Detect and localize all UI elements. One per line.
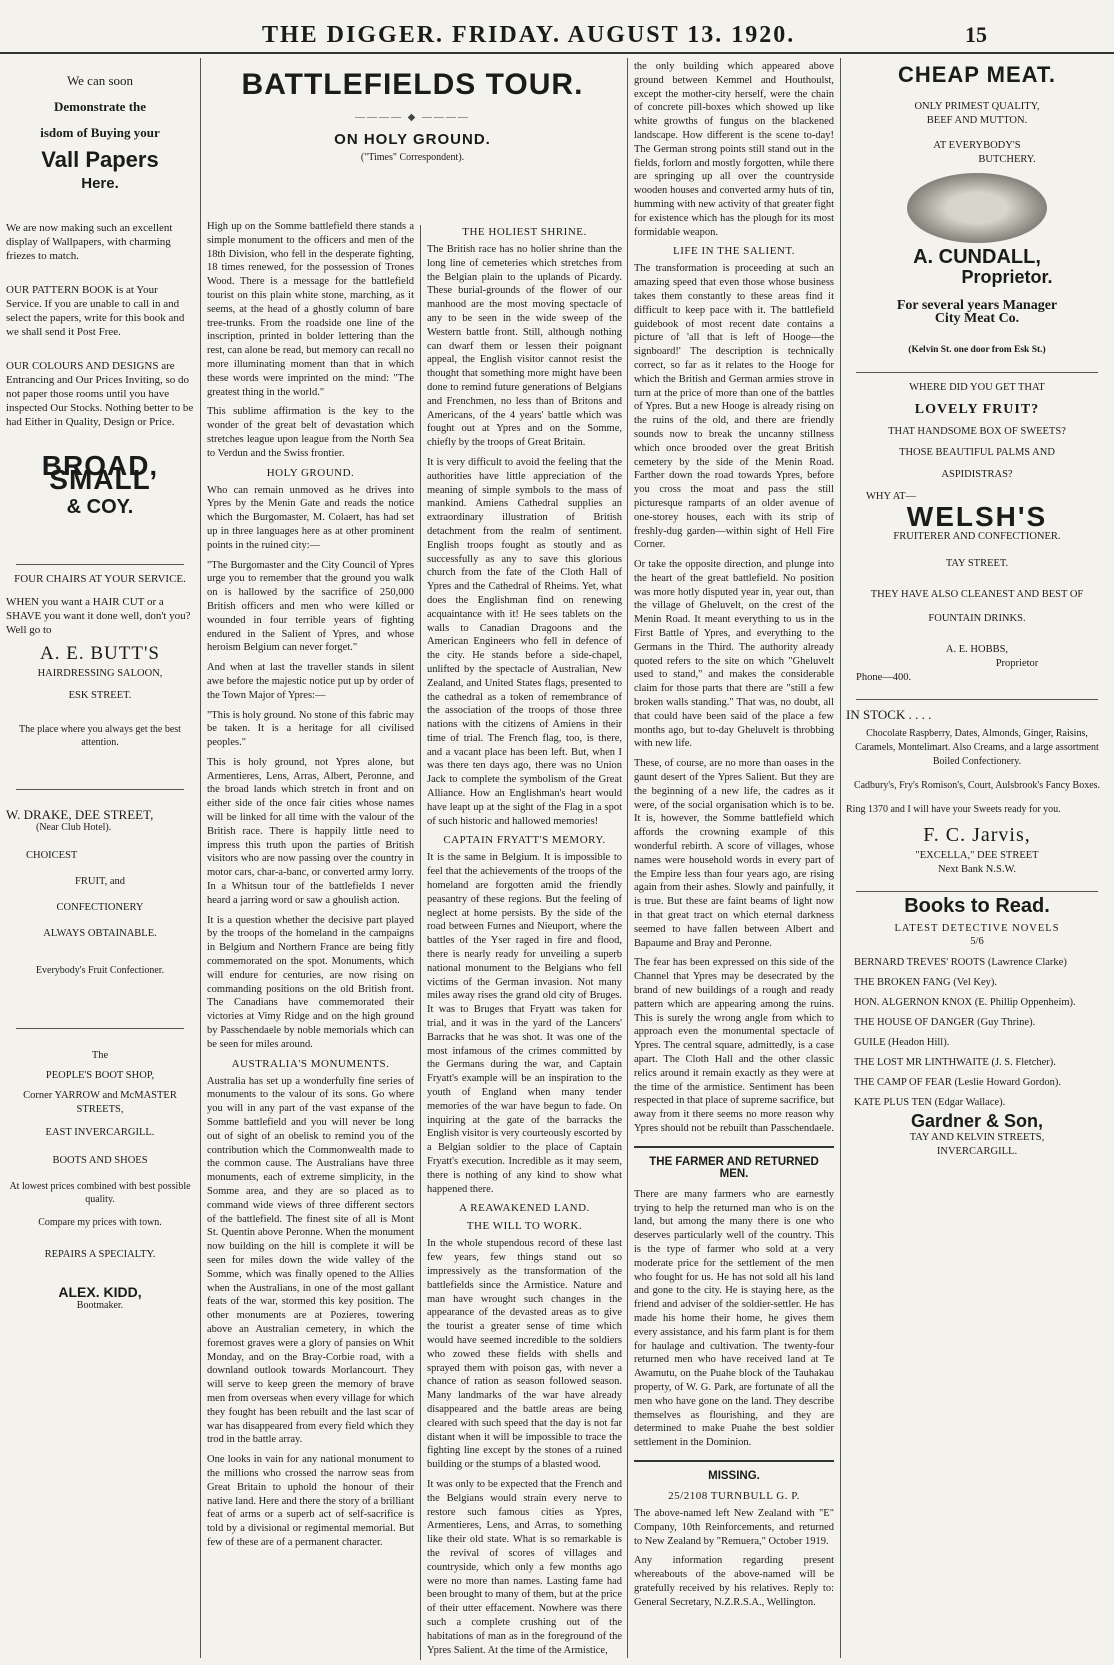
ad-line: Proprietor. xyxy=(961,266,1053,287)
ad-name: A. CUNDALL, xyxy=(913,245,1041,268)
ad-headline: Books to Read. xyxy=(904,894,1050,917)
ad-line: Compare my prices with town. xyxy=(38,1216,162,1228)
column-rule xyxy=(840,58,841,1658)
ad-divider xyxy=(16,789,184,790)
section-heading: THE WILL TO WORK. xyxy=(466,1220,583,1233)
column-rule xyxy=(420,225,421,1660)
article-header xyxy=(205,60,620,225)
ad-line: FRUIT, and xyxy=(75,875,125,887)
wallpaper-ad xyxy=(6,73,194,518)
ad-name: F. C. Jarvis, xyxy=(923,824,1031,847)
section-heading: THE HOLIEST SHRINE. xyxy=(462,226,587,238)
book-title: THE BROKEN FANG (Vel Key). xyxy=(854,977,997,989)
masthead-title: THE DIGGER. FRIDAY. AUGUST 13. 1920. xyxy=(262,22,796,48)
ad-paragraph: We are now making such an excellent display of Wallpapers, with charming friezes to match. xyxy=(6,221,173,262)
ad-divider xyxy=(856,699,1098,700)
missing-body: Any information regarding present whereabouts of the above-named will be gratefully received by his relatives. Reply to: General Secretary, N.Z.R.S.A., Wellington. xyxy=(634,1555,834,1608)
book-title: THE HOUSE OF DANGER (Guy Thrine). xyxy=(854,1017,1036,1029)
masthead-rule xyxy=(0,52,1114,54)
fruit-ad xyxy=(6,808,194,979)
book-title: THE CAMP OF FEAR (Leslie Howard Gordon). xyxy=(854,1077,1061,1089)
ad-line: We can soon xyxy=(66,73,134,88)
article-subhead: ON HOLY GROUND. xyxy=(334,131,491,148)
ad-divider xyxy=(16,564,184,565)
article-paragraph: And when at last the traveller stands in silent awe before the majestic notice put up by order of the Town Major of Ypres:— xyxy=(207,662,414,701)
ad-line: BEEF AND MUTTON. xyxy=(926,114,1028,126)
ad-tagline: The place where you always get the best attention. xyxy=(19,723,181,748)
ad-line: Vall Papers xyxy=(41,147,159,173)
ad-line: Proprietor xyxy=(995,657,1039,669)
ad-tagline: Everybody's Fruit Confectioner. xyxy=(35,965,165,977)
books-ad xyxy=(846,894,1108,1159)
article-paragraph: Or take the opposite direction, and plunge into the heart of the great battlefield. No position was more hotly disputed year in, year out, than the village of Gheluvelt, on the crest of the Menin Road. It meant everything to us in the First Battle of Ypres, and everything to the Germans in the Third. The authority already quoted refers to the site on which "Gheluvelt used to stand," and makes the considerable claim for those parts that there are "still a few broken walls standing." That was, no doubt, all that could have been said of the place a few months ago, but to-day Gheluvelt is throbbing with new life. xyxy=(634,559,834,750)
ad-divider xyxy=(16,1028,184,1029)
article-paragraph: The British race has no holier shrine than the long line of cemeteries which stretches from the Belgian plain to the uplands of Picardy. These burial-grounds of the flower of our manhood are the most moving spectacle of any to be seen in the wide sweep of the Western battle front. Still, although nothing can dwarf them or lessen their poignant appeal, the English visitor cannot resist the thought that something more might have been done to remind future generations of Belgians and Frenchmen, no less than of Britons and Americans, of the 4 years' battle which was fought out at Ypres and on the Somme, chiefly by the troops of Great Britain. xyxy=(427,244,622,449)
ad-line: BOOTS AND SHOES xyxy=(52,1155,148,1167)
ad-line: ESK STREET. xyxy=(68,689,132,701)
article-paragraph: These, of course, are no more than oases in the gaunt desert of the Ypres Salient. But they are the beginning of a new life, the cadres as it were, of the social organisation which is to be. It is, however, the Somme battlefield which affords the crowning example of this wonderful rebirth. A score of villages, whose names were household words in every part of the Empire less than four years ago, are rising again from their ashes. Slowly and painfully, it is true. But these are faint beams of light now in that great tract on which eternal darkness seemed to have fallen between Albert and Bapaume and Bray and Peronne. xyxy=(634,758,834,949)
farmer-body: There are many farmers who are earnestly trying to help the returned man who is on the land, but among the many there is one who deserves particularly well of the country. This is the type of farmer who sold at a very moderate price for the settlement of the men who fought for us. He has not sold all his land and gone to the city. He is staying here, as the friend and adviser of the soldier-settler. He has made his home their home, he gives them every assistance, and his farm plant is for them for haulage and cultivation. The twenty-four returned men who have received land at Te Awamutu, on the Puahe block of the Tauhakau property, of W. G. Park, are fortunate of all the men who have gone on the land. They describe themselves as flourishing, and they are determined to make Puahe the best soldier settlement in the Dominion. xyxy=(634,1188,834,1449)
ad-paragraph: Ring 1370 and I will have your Sweets ready for you. xyxy=(846,804,1061,816)
section-heading: CAPTAIN FRYATT'S MEMORY. xyxy=(443,834,606,847)
ad-line: THOSE BEAUTIFUL PALMS AND xyxy=(899,447,1055,459)
ad-line: HAIRDRESSING SALOON, xyxy=(37,667,163,679)
ornament-rule: ———— ◆ ———— xyxy=(355,112,470,123)
right-ads-column xyxy=(846,60,1108,1660)
ad-line: Corner YARROW and McMASTER STREETS, xyxy=(23,1089,177,1115)
article-column-2 xyxy=(207,220,414,1660)
ad-line: Here. xyxy=(81,175,119,193)
ad-line: Bootmaker. xyxy=(76,1300,124,1312)
ad-line: TAY STREET. xyxy=(945,558,1009,570)
ad-line: At lowest prices combined with best possible quality. xyxy=(9,1180,191,1205)
article-paragraph: It was only to be expected that the French and the Belgians would strain every nerve to restore such famous cities as Ypres, Armentieres, Lens, and Arras, to something like their old state. What is so remarkable is the revival of scores of villages and countryside, which only a few months ago were no more than names. Lasting fame had been brought to many of them, but at the price of their utter effacement. Nowhere was there such a complete crushing out of the habitations of man as in the foreground of the Ypres Salient. At the time of the Armistice, xyxy=(427,1478,622,1656)
missing-number: 25/2108 TURNBULL G. P. xyxy=(668,1489,800,1502)
ad-line: INVERCARGILL. xyxy=(936,1145,1018,1157)
article-paragraph: Who can remain unmoved as he drives into Ypres by the Menin Gate and reads the notice which the Burgomaster, M. Colaert, has had set up in three languages here as at other prominent points in the ruined city:— xyxy=(207,484,414,551)
book-title: KATE PLUS TEN (Edgar Wallace). xyxy=(854,1097,1006,1109)
ad-line: BUTCHERY. xyxy=(978,154,1036,166)
ad-line: (Kelvin St. one door from Esk St.) xyxy=(908,345,1046,356)
ad-line: Demonstrate the xyxy=(53,98,147,114)
ad-divider xyxy=(856,891,1098,892)
ad-line: ALWAYS OBTAINABLE. xyxy=(43,927,157,939)
book-title: HON. ALGERNON KNOX (E. Phillip Oppenheim). xyxy=(854,997,1076,1009)
ad-line: AT EVERYBODY'S xyxy=(933,140,1021,152)
ad-line: Next Bank N.S.W. xyxy=(937,863,1017,875)
ad-line: PEOPLE'S BOOT SHOP, xyxy=(45,1069,155,1081)
ad-line: TAY AND KELVIN STREETS, xyxy=(909,1131,1045,1143)
hairdresser-ad xyxy=(6,573,194,748)
ad-name: Gardner & Son, xyxy=(910,1111,1044,1132)
ad-line: (Near Club Hotel). xyxy=(36,822,112,834)
ad-line: "EXCELLA," DEE STREET xyxy=(915,850,1039,862)
section-heading: A REAWAKENED LAND. xyxy=(459,1202,590,1215)
ad-paragraph: OUR PATTERN BOOK is at Your Service. If you are unable to call in and select the papers, write for this book and we shall send it Post Free. xyxy=(6,283,185,338)
section-heading: HOLY GROUND. xyxy=(266,466,355,479)
article-paragraph: The transformation is proceeding at such an amazing speed that even those whose business takes them constantly to these areas find it difficult to keep pace with it. The battlefield guidebook of most recent date contains a picture of 'all that is left of Hooge—the signboard!' The description is technically correct, so far as it relates to the Hooge for which the British and German armies strove in turn at the price of more than one of the battles of Ypres. But a new Hooge is already rising on the ruins of the old, and there are friendly sounds now to break the uncanny stillness which once brooded over the great British cemetery by the side of the Menin Road. Farther down the road towards Ypres, before you cross the moat and pass the still picturesque ramparts of an older avenue of one-storey houses, each with its strip of freshly-dug garden—within sight of Hell Fire Corner. xyxy=(634,263,834,551)
section-heading: LIFE IN THE SALIENT. xyxy=(672,245,796,258)
ad-line: EAST INVERCARGILL. xyxy=(45,1127,155,1139)
article-paragraph: One looks in vain for any national monument to the millions who crossed the narrow seas from Great Britain to uphold the honour of their native land. Here and there the story of a brilliant feat of arms or a superb act of self-sacrifice is told by a divisional or regimental memorial. But few of these are of a permanent character. xyxy=(207,1454,414,1548)
article-paragraph: the only building which appeared above ground between Kemmel and Houthoulst, except the mother-city herself, were the chain of concrete pill-boxes which showed up like white growths of fungus on the blackened landscape. How different is the scene to-day! The German strong points still stand out in the fields, forlorn and mostly forgotten, while there are springing up all over the countryside wooden houses and converted army huts of tin, humming with new activity of that greater fight for existence which has the plough for its most formidable weapon. xyxy=(634,61,834,238)
article-paragraph: It is a question whether the decisive part played by the troops of the homeland in the campaigns in Belgium and Northern France are being fitly commemorated on the spot. Monuments, which will endure for centuries, are now rising on commanding positions on the old British front. The Canadians have commemorated their victories at Vimy Ridge and on the high ground by Passchendaele by noble memorials which can be seen for miles around. xyxy=(207,914,414,1050)
ad-line: City Meat Co. xyxy=(934,311,1020,327)
farmer-headline: THE FARMER AND RETURNED MEN. xyxy=(634,1146,834,1180)
ad-line: For several years Manager xyxy=(896,297,1058,313)
article-paragraph: "The Burgomaster and the City Council of Ypres urge you to remember that the ground you walk on is hallowed by the sacrifice of 250,000 British officers and men who were killed or wounded in four terrible years of fighting endured in the Salient of Ypres, and whose heroism Belgium can never forget." xyxy=(207,559,414,654)
ad-line: ASPIDISTRAS? xyxy=(941,469,1013,481)
left-ads-column xyxy=(6,60,194,1660)
article-paragraph: It is the same in Belgium. It is impossible to feel that the achievements of the troops of the homeland are forgotten amid the friendly peasantry of these regions. But the feeling of neglect at home persists. By the side of the road between Furnes and Nieuport, where the battles of the Yser raged in fire and flood, there is nearly ready for unveiling a superb national monument to the Belgians who fell victims of the German invasion. Not many miles away rises the grand old city of Bruges. It was to Bruges that Fryatt was taken for trial, and it was in the yard of the Lancers' Barracks that he was shot. It was one of the most infamous of the crimes committed by the Germans during the war, and Captain Fryatt's example will be an inspiration to the youth of England when many tender memories of the war have begun to fade. On inquiring at the gate of the barracks the English visitor is very courteously escorted by a Belgian soldier to the place of Captain Fryatt's execution. Incredible as it may seem, there is nothing of any kind to show what happened there. xyxy=(427,852,622,1195)
article-column-3 xyxy=(427,220,622,1660)
book-title: BERNARD TREVES' ROOTS (Lawrence Clarke) xyxy=(854,957,1067,969)
article-headline: BATTLEFIELDS TOUR. xyxy=(241,68,584,101)
ad-line: WHY AT— xyxy=(866,490,917,502)
article-column-4 xyxy=(634,60,834,1660)
ad-paragraph: Cadbury's, Fry's Romison's, Court, Aulsbrook's Fancy Boxes. xyxy=(853,780,1101,792)
ad-line: LOVELY FRUIT? xyxy=(914,401,1040,417)
boot-shop-ad xyxy=(6,1049,194,1313)
ad-line: isdom of Buying your xyxy=(40,124,160,140)
article-paragraph: High up on the Somme battlefield there stands a simple monument to the officers and men of the 18th Division, who fell in the desperate fighting, 18 times renewed, for the possession of Trones Wood. There is a message for the battlefield tourist on this plain white stone, marching, as it seems, at the head of a ghostly column of bare tree-trunks. From the roadside one line of the inscription, printed in bolder lettering than the rest, can alone be read, but memory can recall no more illuminating moment than that in which these words were imprinted on the mind: "The greatest thing in the world." xyxy=(207,221,414,398)
ad-firm: & COY. xyxy=(66,495,134,518)
column-rule xyxy=(200,58,201,1658)
ad-line: FRUITERER AND CONFECTIONER. xyxy=(893,530,1061,542)
ad-paragraph: Chocolate Raspberry, Dates, Almonds, Ginger, Raisins, Caramels, Montelimart. Also Creams, and a large assortment Boiled Confectionery. xyxy=(855,728,1099,768)
article-paragraph: The fear has been expressed on this side of the Channel that Ypres may be desecrated by the brand of new buildings of a rough and ready pattern which are appearing among the ruins. This is surely the wrong angle from which to approach even the monumental spectacle of Ypres. The central square, admittedly, is a case apart. The Cloth Hall and the other classic relics around it remain exactly as they were at the time of the armistice. Sentiment has been respected in that place of supreme sacrifice, but away from it there seems no more reason why Ypres should not be rebuilt than Passchendaele. xyxy=(634,957,834,1134)
ad-line: THEY HAVE ALSO CLEANEST AND BEST OF FOUNTAIN DRINKS. xyxy=(870,589,1084,625)
page-number: 15 xyxy=(965,22,987,47)
article-byline: ("Times" Correspondent). xyxy=(360,152,465,163)
article-paragraph: In the whole stupendous record of these last few years, few things stand out so impressively as the transformation of the battlefields since the Armistice. Nature and man have wrought such changes in the appearance of the devasted areas as to give the tourist a greater sense of time which would have seemed incredible to the soldiers who zowed these fields with shells and sprayed them with poison gas, with never a chance of ration as season followed season. Many landmarks of the war have already disappeared and the battle areas are being cleared with such speed that the day is not far distant when it will be impossible to trace the fighting line except by the stones of a ruined building or the stumps of a blasted wood. xyxy=(427,1238,622,1471)
ad-headline: CHEAP MEAT. xyxy=(897,62,1057,87)
missing-headline: MISSING. xyxy=(634,1460,834,1482)
ad-name: ALEX. KIDD, xyxy=(58,1283,142,1300)
ad-line: REPAIRS A SPECIALTY. xyxy=(44,1248,156,1260)
article-paragraph: It is very difficult to avoid the feeling that the authorities have little appreciation of the meaning of simple symbols to the mass of mankind. Amiens Cathedral supplies an extraordinary illustration of British detachment from the realm of sentiment. English troops fought as stoutly and as successfully as any to save this glorious church from the fate of the Cloth Hall of Ypres and the Cathedral of Rheims. Yet, what does the Englishman find on renewing acquaintance with it! He sees tablets on the walls to Canadian Dragoons and the American Engineers who fell in defence of the city. He stands before a side-chapel, unlifted by the spectacle of Australian, New Zealand, and United States flags, presented to the cathedral as a token of remembrance of the association of the troops of those three nations with the citizens of Amiens in their time of trial. The French flag, too, is there, and a vacant place has been left. But, when I was there ten days ago, there was no Union Jack to complete the symbolism of the Great Alliance. How an Englishman's heart would have leapt up at the sight of the Flag in a spot of such historic and hallowed memories! xyxy=(427,456,622,827)
book-title: THE LOST MR LINTHWAITE (J. S. Fletcher). xyxy=(854,1057,1056,1069)
ad-divider xyxy=(856,372,1098,373)
ad-line: The xyxy=(91,1050,109,1062)
book-title: GUILE (Headon Hill). xyxy=(854,1037,950,1049)
missing-body: The above-named left New Zealand with "E" Company, 10th Reinforcements, and returned to New Zealand by "Remuera," October 1919. xyxy=(634,1507,834,1547)
article-paragraph: Australia has set up a wonderfully fine series of monuments to the valour of its sons. Go where you will in any part of the vast expanse of the Somme battlefield and you will never be long out of sight of an obelisk to remind you of the contribution which the Commonwealth made to the common cause. The Australians have three monuments, each of extreme simplicity, in the Somme area, and they are so placed as to command wide views of three different sectors of the battlefield. The finest site of all is Mont St. Quentin above Peronne. When the monument now building on the hill is complete it will be seen for miles down the wide valley of the Somme, which was finally opened to the Allies when the Australians, in one of the most gallant feats of the war, stormed this key position. The other monuments are at Pozieres, towering above an Australian cemetery, in which the foremost graves were a glory of pansies on Whit Monday, and on the Bray-Corbie road, with a downland outlook towards Morlancourt. They will serve to keep green the memory of brave men from overseas when every village for which they fought has been rebuilt and the last scar of war has disappeared from every field which they trod in the battle array. xyxy=(207,1075,414,1446)
section-heading: AUSTRALIA'S MONUMENTS. xyxy=(231,1057,390,1070)
sheep-illustration xyxy=(907,173,1047,243)
masthead xyxy=(0,0,1114,50)
column-rule xyxy=(627,58,628,1658)
article-paragraph: "This is holy ground. No stone of this fabric may be taken. It is a heritage for all civilised peoples." xyxy=(207,709,414,749)
ad-name: W. DRAKE, DEE STREET, xyxy=(6,806,154,822)
article-paragraph: This is holy ground, not Ypres alone, but Armentieres, Lens, Arras, Albert, Peronne, and the broad lands which stretch in front and on either side of the once fair cities whose names will be linked for all time with the valour of the British race. There is happily little need to impress this truth upon the parties of British visitors who are now passing over the country in motor cars, char-a-banc, or converted army lorry. In a Whitsun tour of the battlefields I never heard a jarring word or saw a ghoulish action. xyxy=(207,756,414,906)
meat-ad xyxy=(846,62,1108,358)
ad-name: WELSH'S xyxy=(906,500,1048,532)
ad-line: THAT HANDSOME BOX OF SWEETS? xyxy=(888,425,1066,437)
ad-line: CONFECTIONERY xyxy=(56,901,144,913)
ad-headline: IN STOCK . . . . xyxy=(846,706,932,722)
article-paragraph: This sublime affirmation is the key to the wonder of the great belt of devastation which stretches league upon league from the North Sea to Verdun and the Swiss frontier. xyxy=(207,406,414,459)
ad-line: WHERE DID YOU GET THAT xyxy=(909,381,1045,393)
ad-line: ONLY PRIMEST QUALITY, xyxy=(914,100,1040,112)
ad-line: A. E. HOBBS, xyxy=(945,644,1009,656)
ad-line: Phone—400. xyxy=(856,671,912,683)
fruiterer-ad xyxy=(846,381,1108,685)
ad-paragraph: OUR COLOURS AND DESIGNS are Entrancing and Our Prices Inviting, so do not paper those rooms until you have inspected Our Stocks. Nothing better to be had Either in Quality, Design or Price. xyxy=(6,359,194,428)
sweets-ad xyxy=(846,708,1108,877)
ad-name: A. E. BUTT'S xyxy=(40,643,160,665)
ad-firm: BROAD, SMALL xyxy=(41,449,159,495)
ad-paragraph: WHEN you want a HAIR CUT or a SHAVE you want it done well, don't you? Well go to xyxy=(6,596,191,637)
ad-line: CHOICEST xyxy=(26,850,78,862)
ad-line: 5/6 xyxy=(970,936,984,948)
ad-line: LATEST DETECTIVE NOVELS xyxy=(894,922,1060,934)
ad-headline: FOUR CHAIRS AT YOUR SERVICE. xyxy=(14,573,186,586)
